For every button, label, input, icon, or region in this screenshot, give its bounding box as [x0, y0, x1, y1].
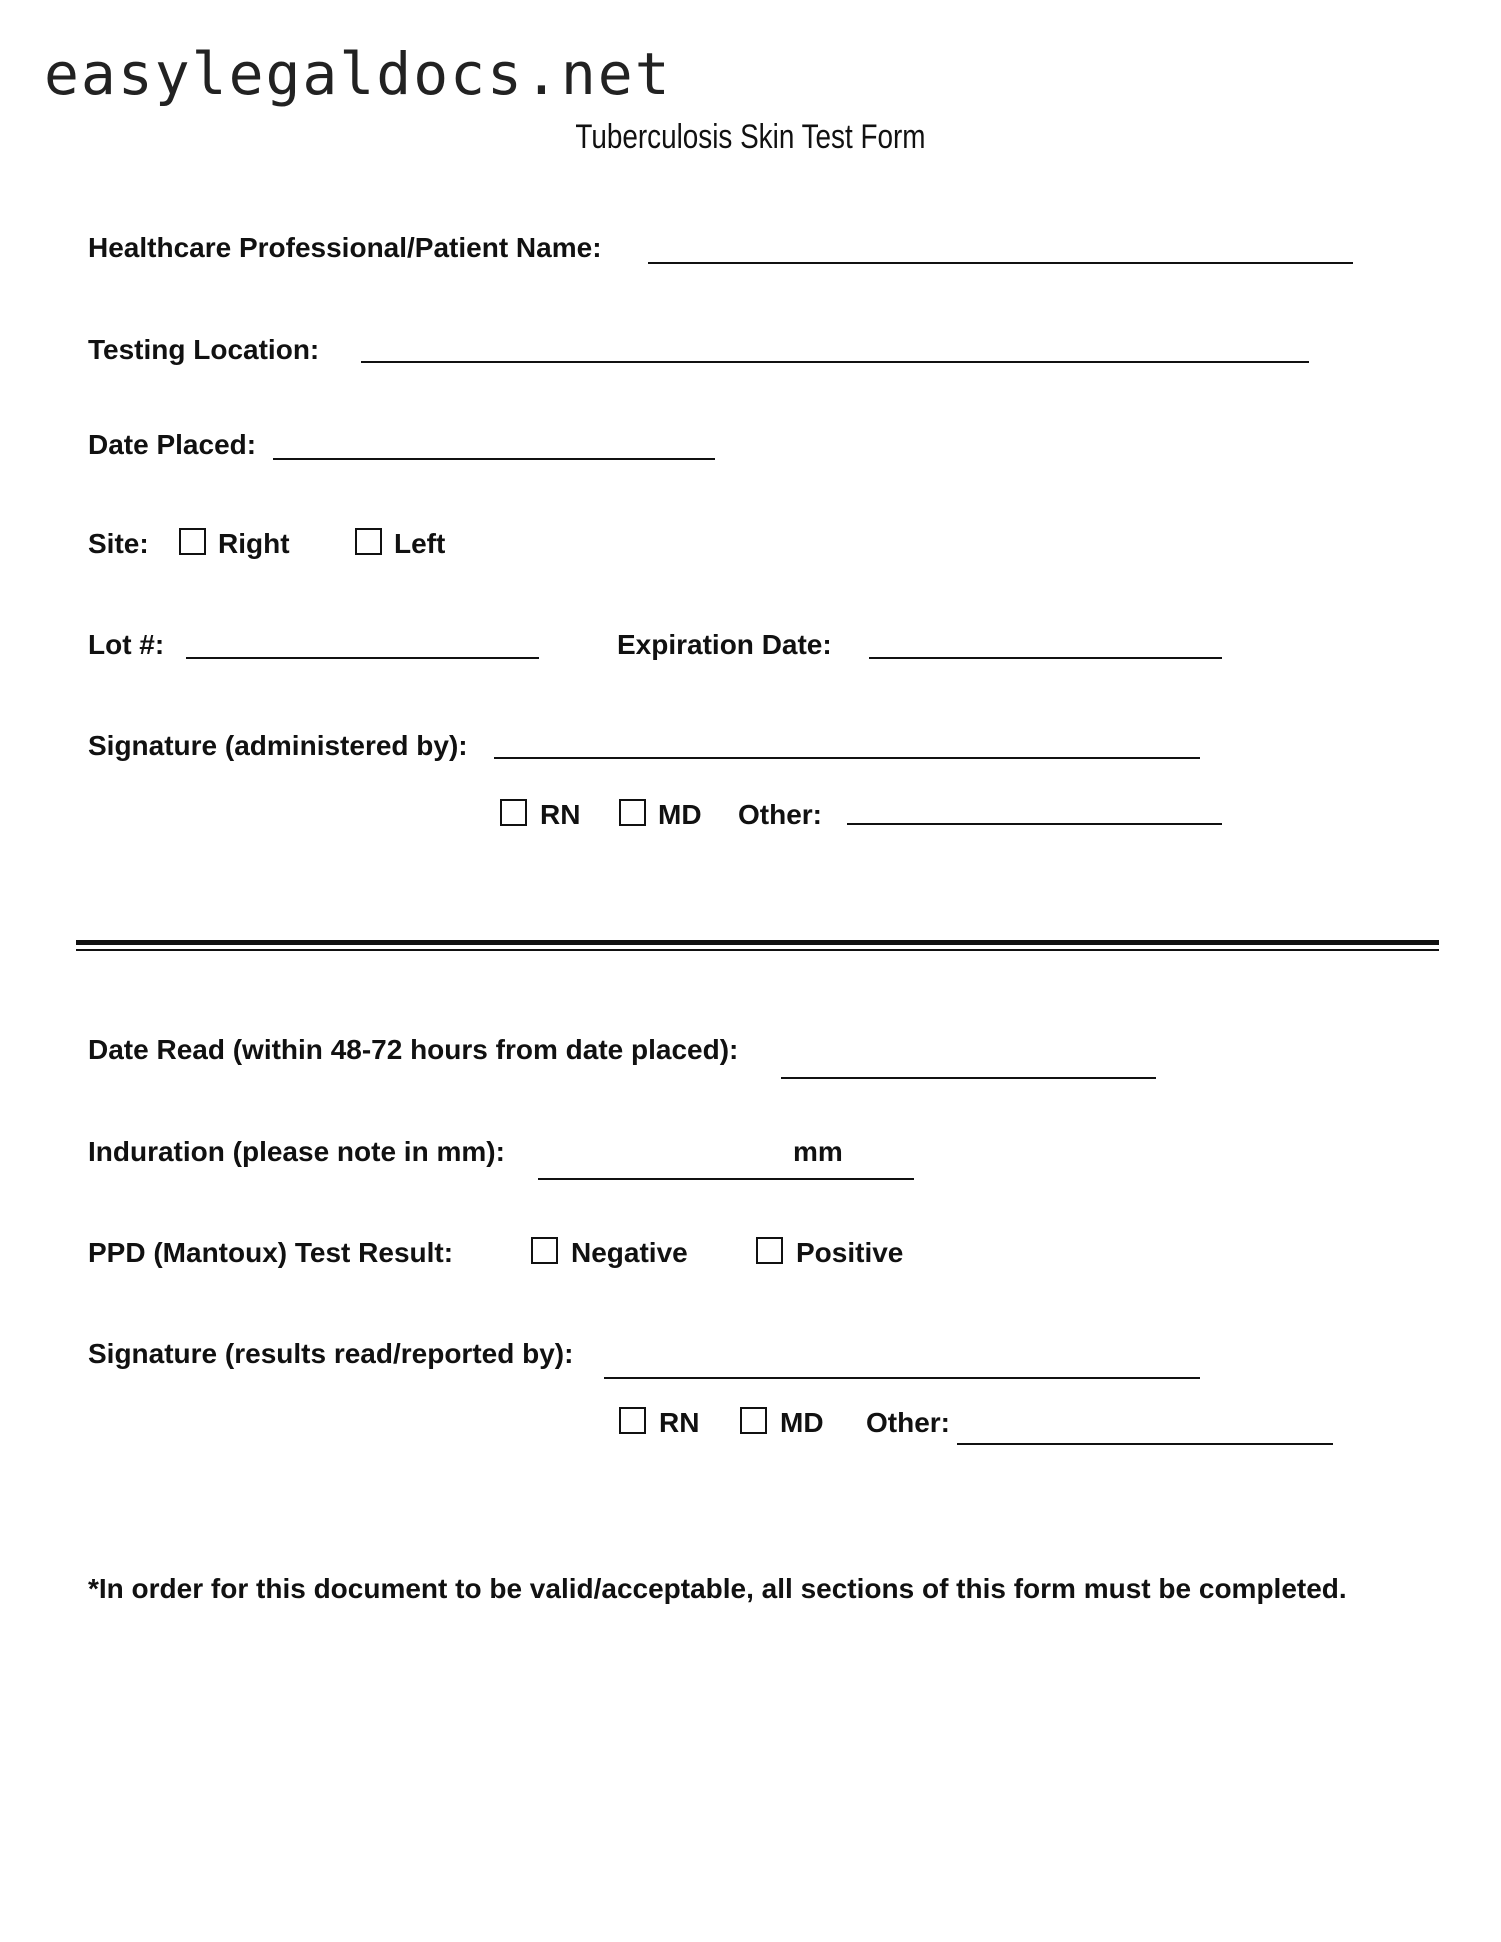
- expiration-date-label: Expiration Date:: [617, 629, 832, 660]
- administered-signature-field[interactable]: [494, 757, 1200, 759]
- site-right-checkbox[interactable]: [179, 528, 206, 555]
- form-title: Tuberculosis Skin Test Form: [575, 118, 926, 156]
- test-result-label: PPD (Mantoux) Test Result:: [88, 1237, 454, 1268]
- induration-unit: mm: [793, 1136, 843, 1167]
- lot-number-label: Lot #:: [88, 629, 165, 660]
- date-read-label: Date Read (within 48-72 hours from date placed):: [88, 1034, 739, 1065]
- result-positive-label: Positive: [796, 1237, 904, 1268]
- name-label: Healthcare Professional/Patient Name:: [88, 232, 602, 263]
- induration-label: Induration (please note in mm):: [88, 1136, 505, 1167]
- section-divider-thick: [76, 940, 1439, 945]
- result-negative-label: Negative: [571, 1237, 688, 1268]
- reported-signature-field[interactable]: [604, 1377, 1200, 1379]
- administered-md-label: MD: [658, 799, 702, 830]
- administered-rn-checkbox[interactable]: [500, 799, 527, 826]
- date-placed-field[interactable]: [273, 458, 715, 460]
- reported-signature-label: Signature (results read/reported by):: [88, 1338, 574, 1369]
- testing-location-field[interactable]: [361, 361, 1309, 363]
- date-read-field[interactable]: [781, 1077, 1156, 1079]
- site-label: Site:: [88, 528, 149, 559]
- watermark: easylegaldocs.net: [44, 40, 672, 108]
- reported-md-label: MD: [780, 1407, 824, 1438]
- site-left-checkbox[interactable]: [355, 528, 382, 555]
- testing-location-label: Testing Location:: [88, 334, 320, 365]
- result-positive-checkbox[interactable]: [756, 1237, 783, 1264]
- result-negative-checkbox[interactable]: [531, 1237, 558, 1264]
- reported-md-checkbox[interactable]: [740, 1407, 767, 1434]
- administered-other-label: Other:: [738, 799, 822, 830]
- name-field[interactable]: [648, 262, 1353, 264]
- reported-rn-label: RN: [659, 1407, 700, 1438]
- section-divider-thin: [76, 949, 1439, 951]
- reported-other-label: Other:: [866, 1407, 950, 1438]
- administered-signature-label: Signature (administered by):: [88, 730, 468, 761]
- expiration-date-field[interactable]: [869, 657, 1222, 659]
- reported-rn-checkbox[interactable]: [619, 1407, 646, 1434]
- administered-md-checkbox[interactable]: [619, 799, 646, 826]
- lot-number-field[interactable]: [186, 657, 539, 659]
- administered-other-field[interactable]: [847, 823, 1222, 825]
- reported-other-field[interactable]: [957, 1443, 1333, 1445]
- completion-footnote: *In order for this document to be valid/acceptable, all sections of this form must be completed.: [88, 1573, 1347, 1604]
- site-right-label: Right: [218, 528, 290, 559]
- site-left-label: Left: [394, 528, 446, 559]
- date-placed-label: Date Placed:: [88, 429, 257, 460]
- induration-field[interactable]: [538, 1178, 914, 1180]
- administered-rn-label: RN: [540, 799, 581, 830]
